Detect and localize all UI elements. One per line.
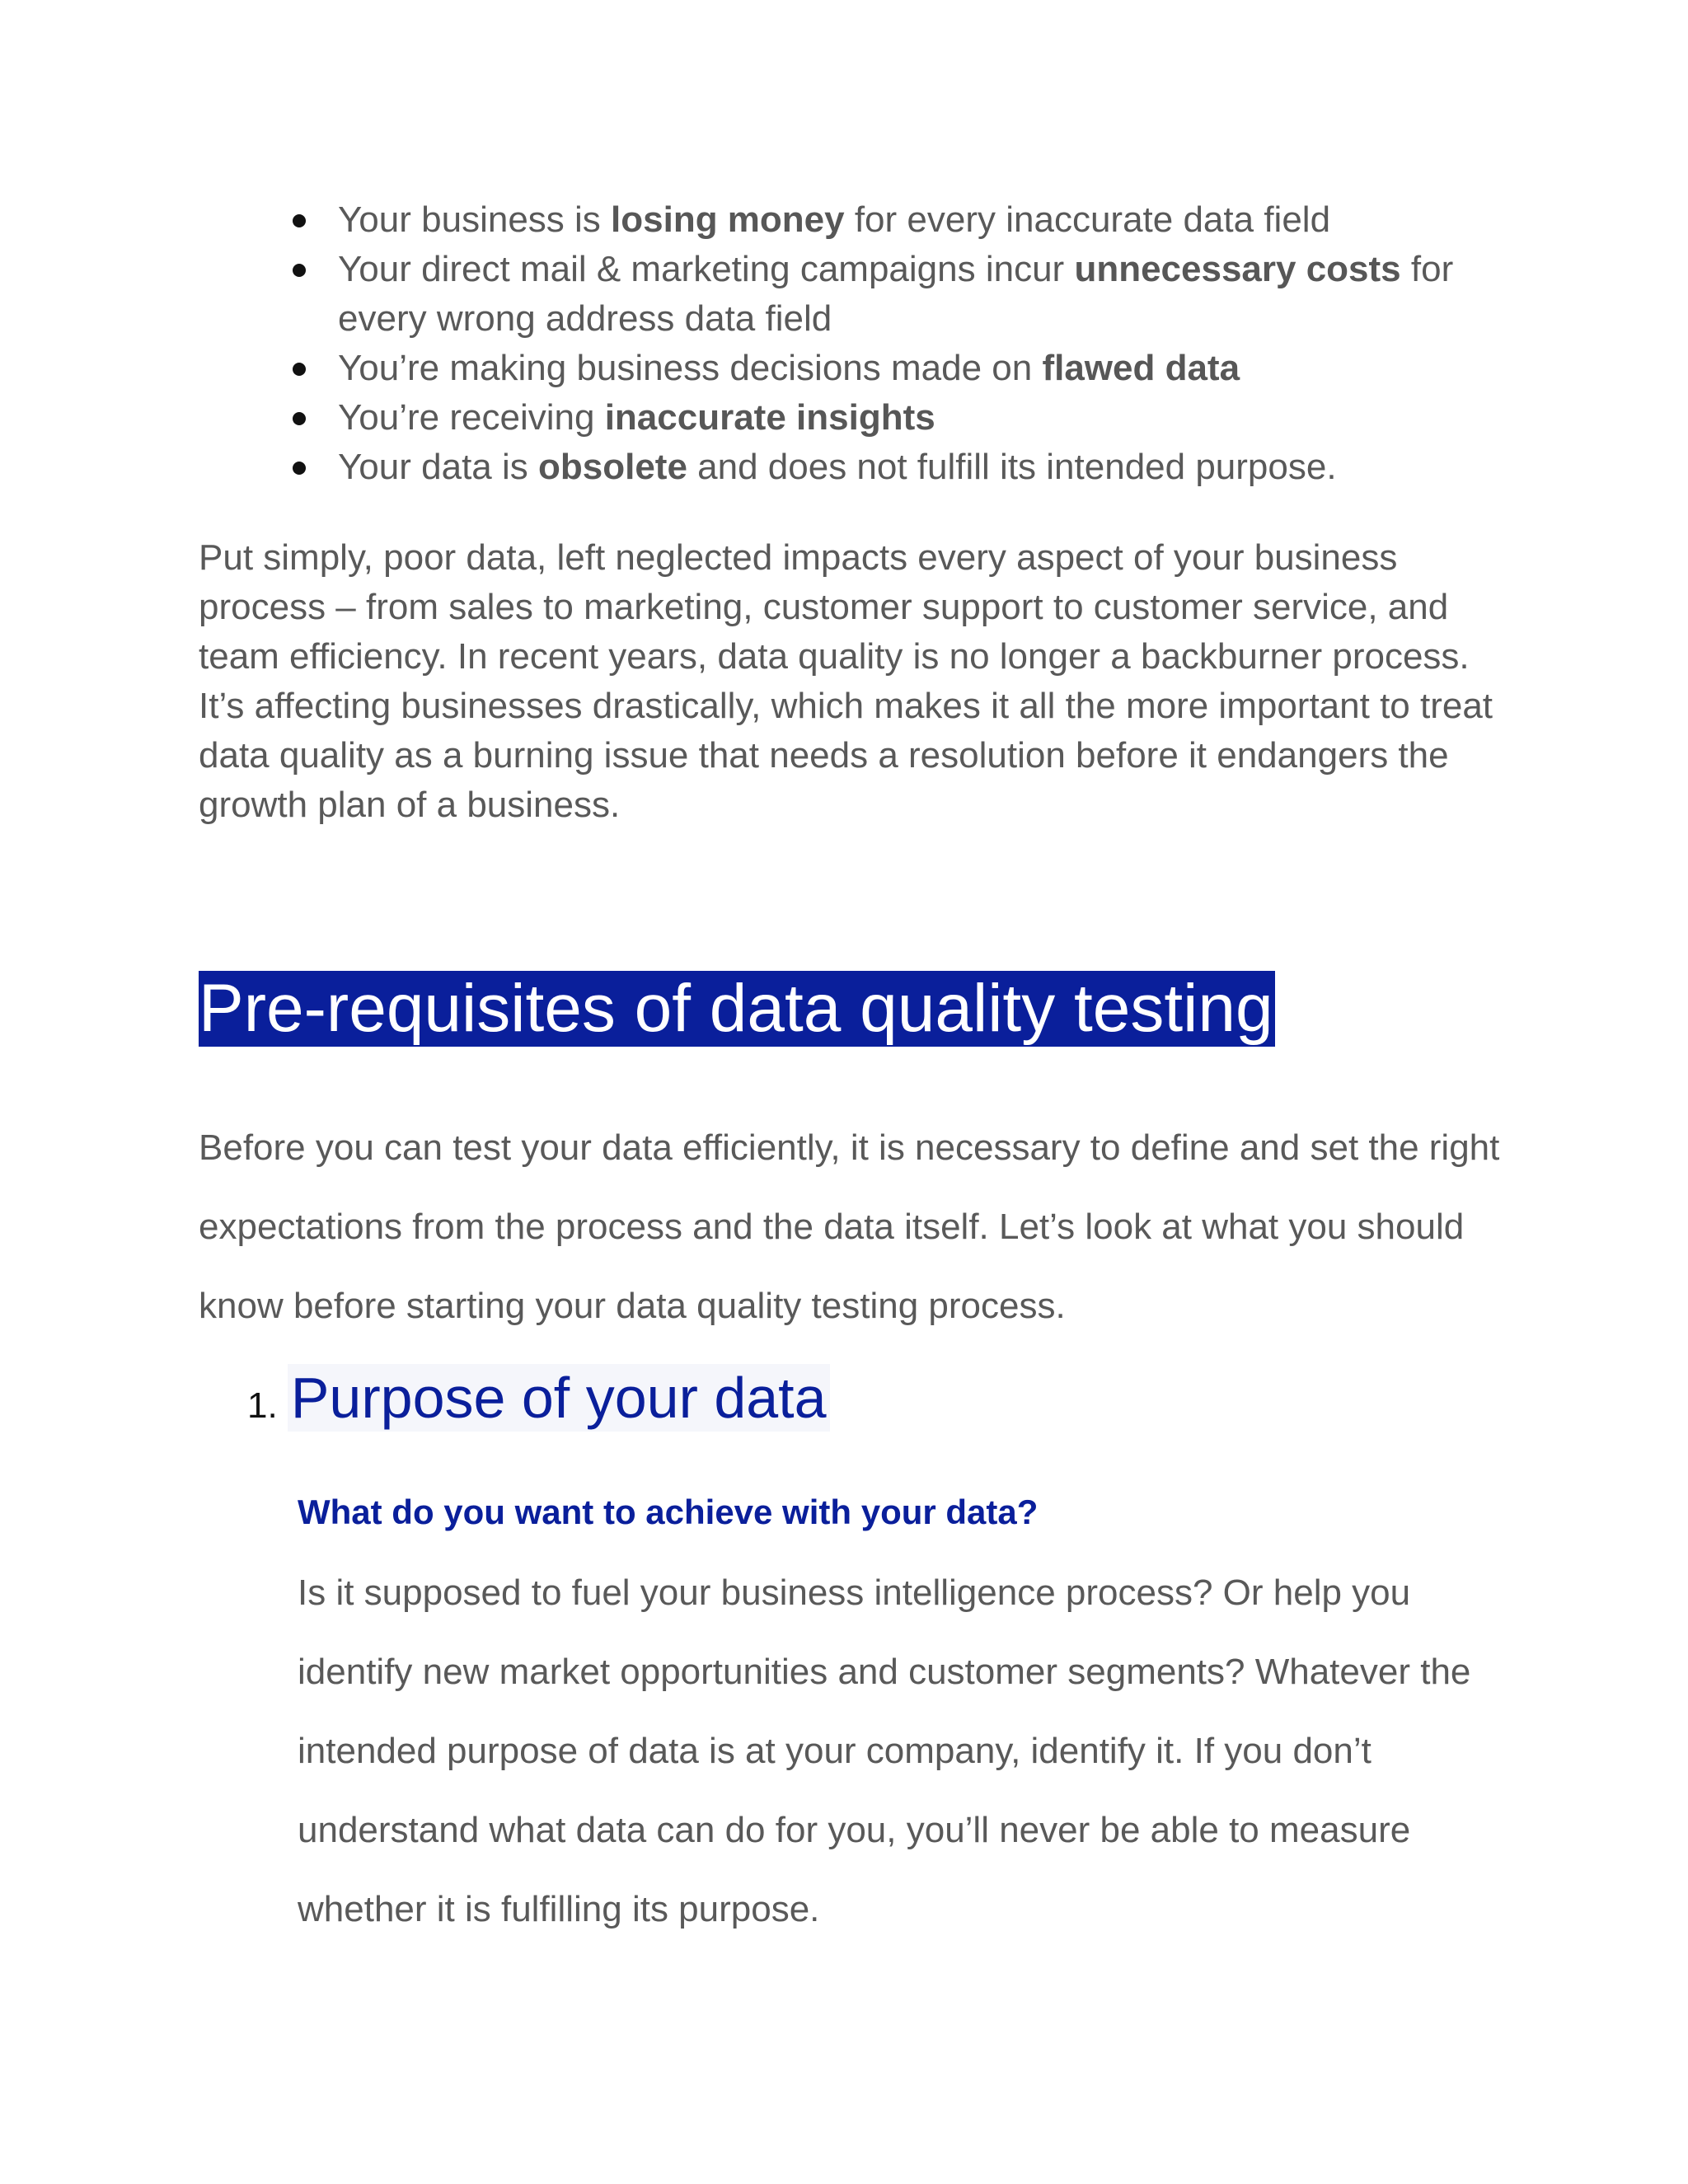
bullet-icon [293,214,306,227]
prerequisites-paragraph: Before you can test your data efficiently, it is necessary to define and set the right expectations from the process and the data itself. Let’s look at what you should know before starting your data quality testing process. [199,1127,1500,1326]
bullet-icon [293,412,306,425]
numbered-item-heading [247,1364,830,1432]
list-item: You’re making business decisions made on flawed data [290,344,1526,393]
bullet-icon [293,462,306,475]
bullet-list [290,195,1526,492]
list-item: Your business is losing money for every inaccurate data field [290,195,1526,245]
subsection-body: Is it supposed to fuel your business intelligence process? Or help you identify new market opportunities and customer segments? Whatever the intended purpose of data is at your company, identify it. If you don’t understand what data can do for you, you’ll never be able to measure whether it is fulfilling its purpose. [298,1572,1471,1929]
section-heading: Pre-requisites of data quality testing [199,971,1273,1046]
subsection-subheading: What do you want to achieve with your data? [298,1493,1039,1531]
list-item: You’re receiving inaccurate insights [290,393,1526,443]
list-item: Your direct mail & marketing campaigns incur unnecessary costs for every wrong address data field [290,245,1526,344]
list-item: Your data is obsolete and does not fulfill its intended purpose. [290,443,1526,492]
list-number: 1. [247,1385,278,1426]
bullet-icon [293,363,306,376]
bullet-icon [293,264,306,277]
subsection-title: Purpose of your data [288,1364,830,1432]
intro-paragraph: Put simply, poor data, left neglected impacts every aspect of your business process – from sales to marketing, customer support to customer service, and team efficiency. In recent years, data quality is no longer a backburner process. It’s affecting businesses drastically, which makes it all the more important to treat data quality as a burning issue that needs a resolution before it endangers the growth plan of a business. [199,537,1493,825]
